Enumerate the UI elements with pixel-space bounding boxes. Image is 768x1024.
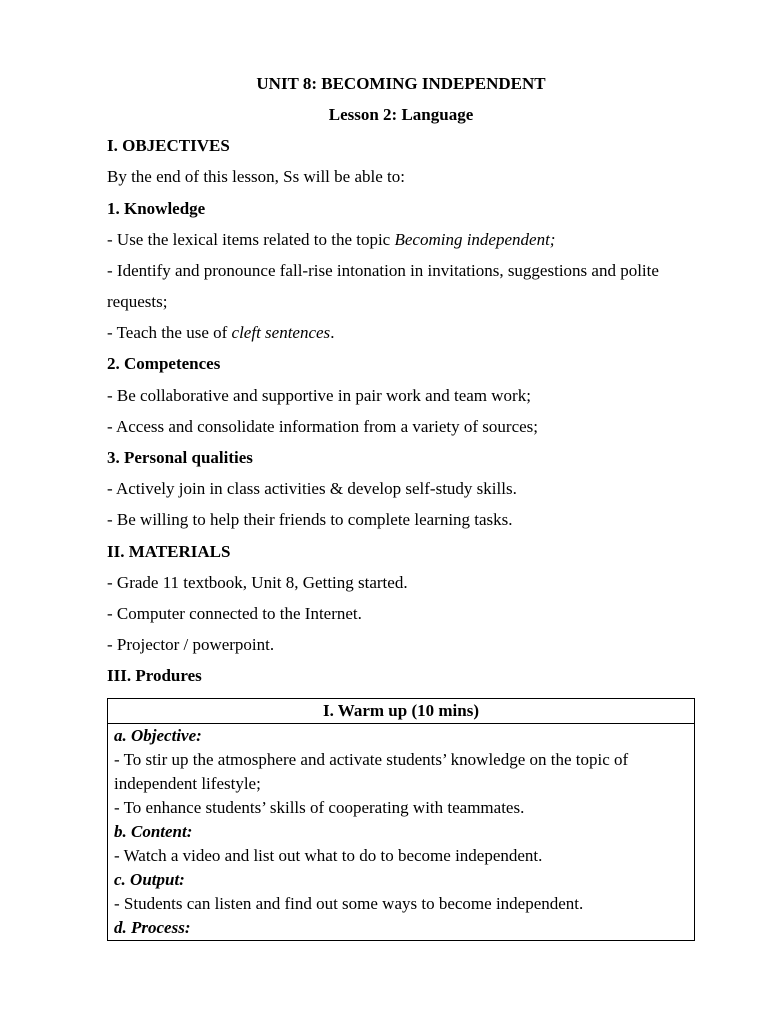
content-line-1: - Watch a video and list out what to do to become independent. — [114, 846, 543, 865]
objective-line-3: - To enhance students’ skills of cooperating with teammates. — [114, 798, 525, 817]
procedure-table — [107, 698, 695, 941]
table-body-row — [108, 724, 695, 941]
knowledge-item-3 — [107, 323, 334, 343]
warm-up-header: I. Warm up (10 mins) — [108, 699, 695, 724]
personal-qualities-item-2: - Be willing to help their friends to complete learning tasks. — [107, 510, 513, 529]
content-label: b. Content: — [114, 822, 193, 841]
output-label: c. Output: — [114, 870, 185, 889]
knowledge-item-3-text: - Teach the use of — [107, 323, 232, 342]
output-line-1: - Students can listen and find out some ways to become independent. — [114, 894, 584, 913]
competences-item-2: - Access and consolidate information from a variety of sources; — [107, 417, 539, 436]
table-header-row — [108, 699, 695, 724]
knowledge-item-3-end: . — [330, 323, 335, 342]
knowledge-heading: 1. Knowledge — [107, 199, 206, 218]
materials-item-3: - Projector / powerpoint. — [107, 635, 275, 654]
objectives-heading: I. OBJECTIVES — [107, 136, 230, 155]
unit-title: UNIT 8: BECOMING INDEPENDENT — [256, 74, 546, 93]
competences-heading: 2. Competences — [107, 354, 221, 373]
materials-heading: II. MATERIALS — [107, 542, 231, 561]
personal-qualities-item-1: - Actively join in class activities & develop self-study skills. — [107, 479, 517, 498]
process-label: d. Process: — [114, 918, 191, 937]
knowledge-item-1-topic: Becoming independent; — [394, 230, 556, 249]
knowledge-item-1 — [107, 230, 555, 250]
objective-line-1: - To stir up the atmosphere and activate students’ knowledge on the topic of — [114, 750, 629, 769]
materials-item-2: - Computer connected to the Internet. — [107, 604, 362, 623]
objectives-intro: By the end of this lesson, Ss will be able to: — [107, 167, 405, 186]
knowledge-item-2-line-2: requests; — [107, 292, 168, 311]
knowledge-item-3-term: cleft sentences — [231, 323, 331, 342]
lesson-title: Lesson 2: Language — [328, 105, 474, 124]
objective-label: a. Objective: — [114, 726, 202, 745]
procedures-heading: III. Produres — [107, 666, 202, 685]
warm-up-cell — [108, 724, 695, 941]
knowledge-item-2-line-1: - Identify and pronounce fall-rise intonation in invitations, suggestions and polite — [107, 261, 659, 280]
objective-line-2: independent lifestyle; — [114, 774, 261, 793]
materials-item-1: - Grade 11 textbook, Unit 8, Getting started. — [107, 573, 408, 592]
knowledge-item-1-text: - Use the lexical items related to the topic — [107, 230, 395, 249]
personal-qualities-heading: 3. Personal qualities — [107, 448, 253, 467]
competences-item-1: - Be collaborative and supportive in pair work and team work; — [107, 386, 531, 405]
